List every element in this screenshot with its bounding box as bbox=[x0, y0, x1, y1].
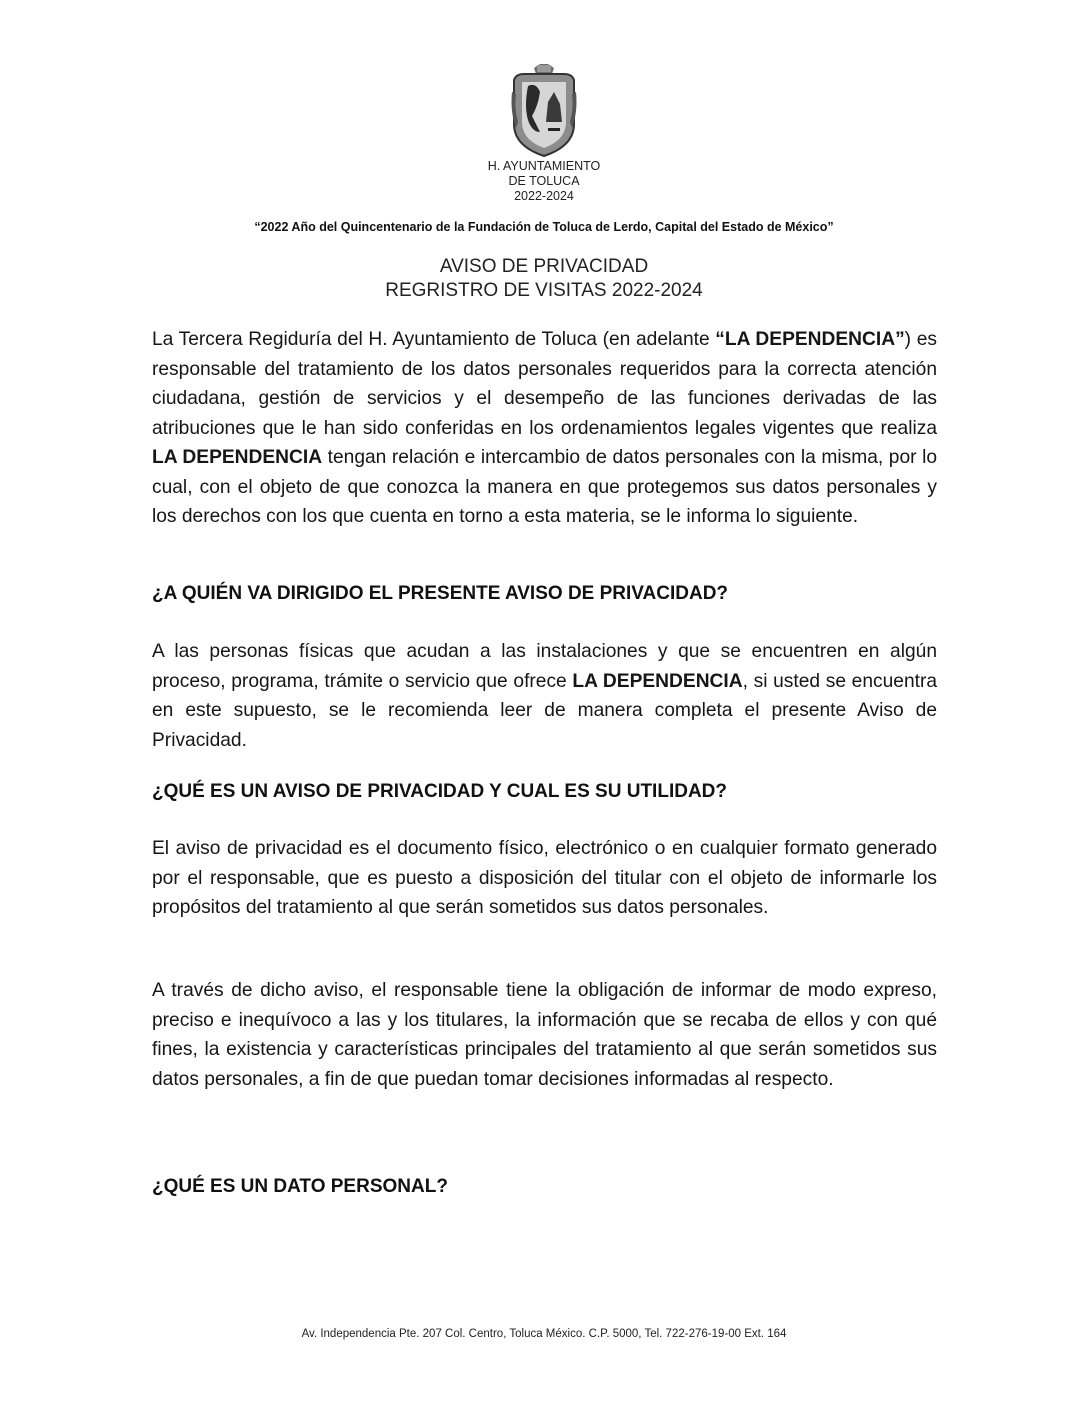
audience-bold: LA DEPENDENCIA bbox=[572, 670, 743, 692]
org-period: 2022-2024 bbox=[514, 189, 574, 203]
section-heading-audience: ¿A QUIÉN VA DIRIGIDO EL PRESENTE AVISO DE PRIVACIDAD? bbox=[152, 583, 729, 604]
header-motto: “2022 Año del Quincentenario de la Fundación de Toluca de Lerdo, Capital del Estado de México” bbox=[254, 220, 834, 234]
section-heading-definition: ¿QUÉ ES UN AVISO DE PRIVACIDAD Y CUAL ES SU UTILIDAD? bbox=[152, 781, 727, 802]
obligation-paragraph: A través de dicho aviso, el responsable tiene la obligación de informar de modo expreso, preciso e inequívoco a las y los titulares, la información que se recaba de ellos y con qué fines, la existencia y características principales del tratamiento al que serán sometidos sus datos personales, a fin de que puedan tomar decisiones informadas al respecto. bbox=[152, 980, 937, 1090]
definition-paragraph: El aviso de privacidad es el documento físico, electrónico o en cualquier formato generado por el responsable, que es puesto a disposición del titular con el objeto de informarle los propósitos del tratamiento al que serán sometidos sus datos personales. bbox=[152, 838, 937, 918]
intro-paragraph bbox=[152, 325, 937, 532]
audience-text-1: A las personas físicas que acudan a las instalaciones y que se encuentren en algún proceso, programa, trámite o servicio que ofrece bbox=[152, 641, 937, 692]
intro-bold-2: LA DEPENDENCIA bbox=[152, 447, 323, 468]
document-title: AVISO DE PRIVACIDAD bbox=[439, 256, 649, 277]
audience-paragraph bbox=[152, 637, 937, 755]
intro-text-1: La Tercera Regiduría del H. Ayuntamiento de Toluca (en adelante bbox=[152, 329, 716, 350]
toluca-crest-icon bbox=[510, 62, 578, 160]
audience-text-2: , si usted se encuentra en este supuesto, se le recomienda leer de manera completa el presente Aviso de Privacidad. bbox=[152, 670, 938, 751]
intro-text-3: tengan relación e intercambio de datos personales con la misma, por lo cual, con el objeto de que conozca la manera en que protegemos sus datos personales y los derechos con los que cuenta en torno a esta materia, se le informa lo siguiente. bbox=[152, 447, 938, 527]
document-subtitle: REGRISTRO DE VISITAS 2022-2024 bbox=[385, 280, 703, 301]
footer-address: Av. Independencia Pte. 207 Col. Centro, Toluca México. C.P. 5000, Tel. 722-276-19-00 Ext. 164 bbox=[301, 1328, 787, 1340]
org-name-line1: H. AYUNTAMIENTO bbox=[487, 159, 601, 173]
intro-text-2: ) es responsable del tratamiento de los datos personales requeridos para la correcta atención ciudadana, gestión de servicios y el desempeño de las funciones derivadas de las atribuciones que le han sido conferidas en los ordenamientos legales vigentes que realiza bbox=[152, 329, 937, 439]
org-name-line2: DE TOLUCA bbox=[508, 174, 580, 188]
section-heading-personal-data: ¿QUÉ ES UN DATO PERSONAL? bbox=[152, 1176, 448, 1197]
intro-bold-1: “LA DEPENDENCIA” bbox=[715, 329, 905, 350]
